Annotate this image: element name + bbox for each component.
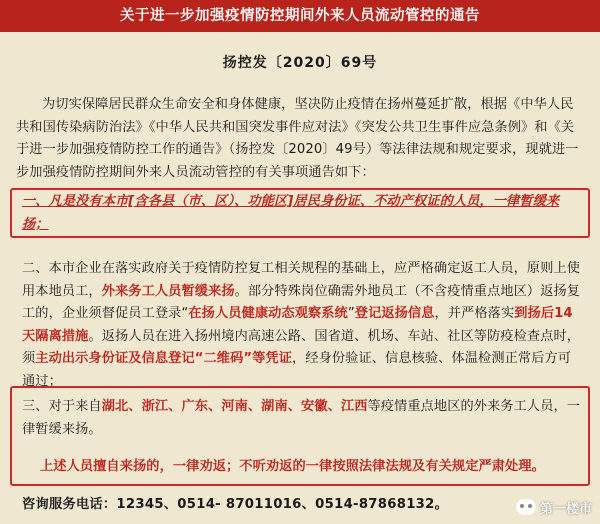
item3-text: 三、对于来自 [22, 399, 102, 414]
item1-paragraph: 一、凡是没有本市[含各县（市、区）、功能区]居民身份证、不动产权证的人员，一律暂缓来扬； [22, 194, 560, 232]
item2-text: ，并严格落实 [434, 306, 515, 321]
item2-text: 二、本市企业在落实政府关于疫情防控复工相关规程的基础上，应严格确定返工人员，原则上使用本地员工， [22, 261, 581, 299]
watermark-text: 第一楼市 [539, 501, 592, 517]
item2-text: ，经身份验证、信息核验、体温检测正常后方可通过； [22, 351, 572, 389]
item2-highlight: 登记返扬信息 [354, 306, 435, 321]
item2-highlight: 外来务工人员暂缓来扬 [101, 283, 235, 299]
item3-text: 等疫情重点地区的外来务工人员，一律暂缓来扬。 [22, 399, 581, 437]
wechat-icon [516, 499, 536, 515]
watermark [516, 496, 592, 518]
item2-paragraph [22, 258, 582, 393]
item2-text: 。部分特殊岗位确需外地员工（不含疫情重点地区）返扬复工的，企业须督促员工登录“ [22, 283, 581, 321]
intro-paragraph: 为切实保障居民群众生命安全和身体健康，坚决防止疫情在扬州蔓延扩散，根据《中华人民共和国传染病防治法》《中华人民共和国突发事件应对法》《突发公共卫生事件应急条例》和《关于进一步加强疫情防控工作的通告》（扬控发〔2020〕49号）等法律法规和规定要求，现就进一步加强疫情防控期间外来人员流动管控的有关事项通告如下： [16, 97, 579, 180]
item2-highlight: 在扬人员健康动态观察系统 [188, 306, 348, 321]
item3-paragraph [22, 396, 582, 441]
contact-phone: 咨询服务电话：12345、0514- 87011016、0514-87868132。 [22, 497, 449, 512]
item2-text: 。返扬人员在进入扬州境内高速公路、国省道、机场、车站、社区等防疫检查点时，须 [22, 328, 581, 366]
item3-warning: 上述人员擅自来扬的，一律劝返；不听劝返的一律按照法律法规及有关规定严肃处理。 [40, 459, 545, 474]
notice-title: 关于进一步加强疫情防控期间外来人员流动管控的通告 [0, 0, 600, 32]
document-number: 扬控发〔2020〕69号 [222, 55, 378, 71]
item2-highlight: 到扬后14天隔离措施 [22, 306, 573, 344]
item2-text: ” [347, 306, 355, 321]
item2-highlight: 主动出示身份证及信息登记“二维码”等凭证 [35, 351, 293, 366]
item3-regions: 湖北、浙江、广东、河南、湖南、安徽、江西 [101, 399, 368, 414]
